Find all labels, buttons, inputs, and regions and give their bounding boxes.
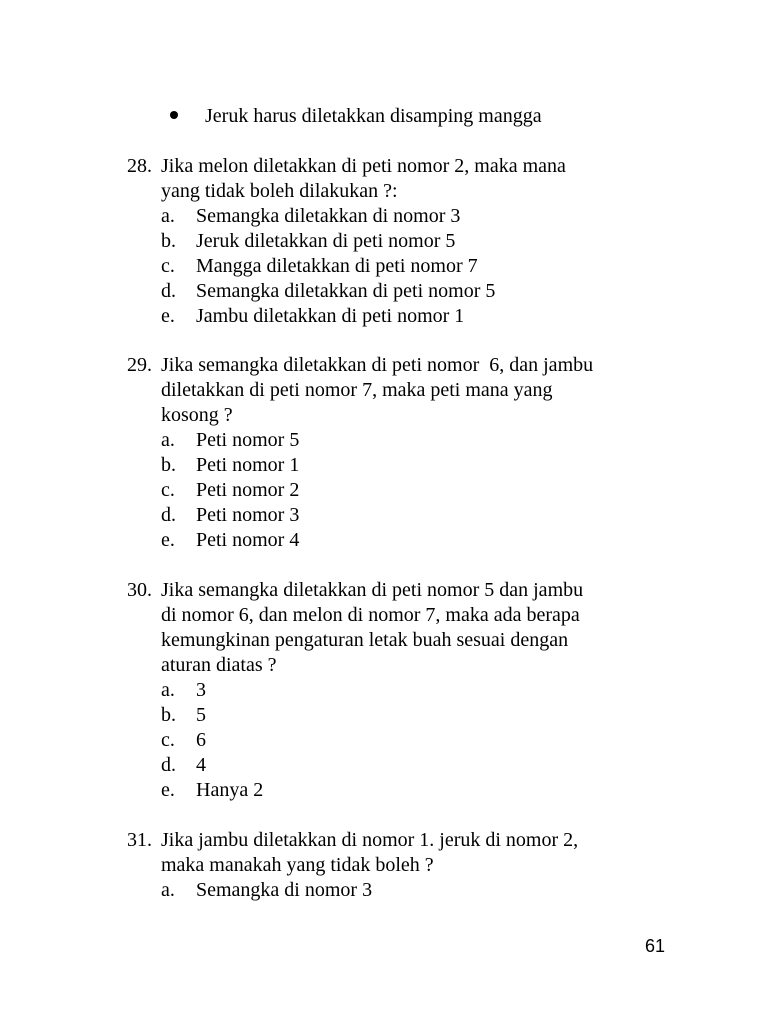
option-text: 4 — [196, 754, 206, 776]
option-letter: a. — [161, 205, 175, 227]
question-line: Jika semangka diletakkan di peti nomor 5 dan jambu — [161, 579, 584, 601]
option-letter: c. — [161, 255, 175, 277]
option-list — [161, 678, 747, 803]
question-text — [161, 353, 593, 428]
question-stem — [127, 353, 747, 428]
option-d — [161, 279, 747, 304]
option-text: 6 — [196, 729, 206, 751]
bullet-item — [170, 104, 542, 129]
option-letter: e. — [161, 305, 175, 327]
option-letter: a. — [161, 879, 175, 901]
question-text — [161, 154, 566, 204]
option-letter: c. — [161, 479, 175, 501]
question-line: aturan diatas ? — [161, 654, 277, 676]
question-text — [161, 578, 583, 678]
question-number: 30. — [127, 579, 152, 601]
option-e — [161, 304, 747, 329]
question-number: 29. — [127, 354, 152, 376]
question-31 — [127, 828, 747, 903]
option-text: 3 — [196, 679, 206, 701]
option-b — [161, 229, 747, 254]
question-line: Jika jambu diletakkan di nomor 1. jeruk di nomor 2, — [161, 829, 579, 851]
option-text: Semangka diletakkan di nomor 3 — [196, 205, 461, 227]
option-list — [161, 428, 747, 553]
option-text: Jambu diletakkan di peti nomor 1 — [196, 305, 465, 327]
option-a — [161, 204, 747, 229]
question-stem — [127, 828, 747, 878]
option-letter: b. — [161, 454, 176, 476]
question-line: maka manakah yang tidak boleh ? — [161, 854, 434, 876]
question-30 — [127, 578, 747, 803]
question-line: yang tidak boleh dilakukan ?: — [161, 180, 398, 202]
option-text: Semangka diletakkan di peti nomor 5 — [196, 280, 496, 302]
option-text: Peti nomor 2 — [196, 479, 300, 501]
bullet-dot-icon — [170, 111, 178, 119]
option-a — [161, 428, 747, 453]
option-text: Semangka di nomor 3 — [196, 879, 373, 901]
option-d — [161, 753, 747, 778]
option-a — [161, 678, 747, 703]
option-text: Peti nomor 1 — [196, 454, 300, 476]
question-line: Jika melon diletakkan di peti nomor 2, maka mana — [161, 155, 566, 177]
option-e — [161, 778, 747, 803]
option-text: Peti nomor 3 — [196, 504, 300, 526]
option-b — [161, 703, 747, 728]
question-stem — [127, 578, 747, 678]
option-text: 5 — [196, 704, 206, 726]
option-c — [161, 728, 747, 753]
option-text: Jeruk diletakkan di peti nomor 5 — [196, 230, 456, 252]
option-letter: e. — [161, 779, 175, 801]
question-number: 28. — [127, 155, 152, 177]
question-line: di nomor 6, dan melon di nomor 7, maka ada berapa — [161, 604, 580, 626]
option-a — [161, 878, 747, 903]
question-line: kosong ? — [161, 404, 233, 426]
option-text: Hanya 2 — [196, 779, 264, 801]
question-text — [161, 828, 578, 878]
option-letter: e. — [161, 529, 175, 551]
option-e — [161, 528, 747, 553]
question-28 — [127, 154, 747, 329]
option-letter: b. — [161, 704, 176, 726]
option-letter: d. — [161, 754, 176, 776]
option-list — [161, 204, 747, 329]
option-text: Peti nomor 4 — [196, 529, 300, 551]
option-b — [161, 453, 747, 478]
question-line: Jika semangka diletakkan di peti nomor 6, dan jambu — [161, 354, 594, 376]
option-letter: d. — [161, 280, 176, 302]
question-stem — [127, 154, 747, 204]
question-line: kemungkinan pengaturan letak buah sesuai dengan — [161, 629, 569, 651]
bullet-text: Jeruk harus diletakkan disamping mangga — [205, 105, 542, 127]
option-letter: a. — [161, 679, 175, 701]
option-list — [161, 878, 747, 903]
option-letter: c. — [161, 729, 175, 751]
page-number: 61 — [645, 936, 666, 956]
option-text: Peti nomor 5 — [196, 429, 300, 451]
option-c — [161, 478, 747, 503]
option-letter: d. — [161, 504, 176, 526]
question-29 — [127, 353, 747, 553]
option-d — [161, 503, 747, 528]
option-text: Mangga diletakkan di peti nomor 7 — [196, 255, 478, 277]
question-line: diletakkan di peti nomor 7, maka peti mana yang — [161, 379, 553, 401]
option-c — [161, 254, 747, 279]
option-letter: b. — [161, 230, 176, 252]
question-number: 31. — [127, 829, 152, 851]
option-letter: a. — [161, 429, 175, 451]
